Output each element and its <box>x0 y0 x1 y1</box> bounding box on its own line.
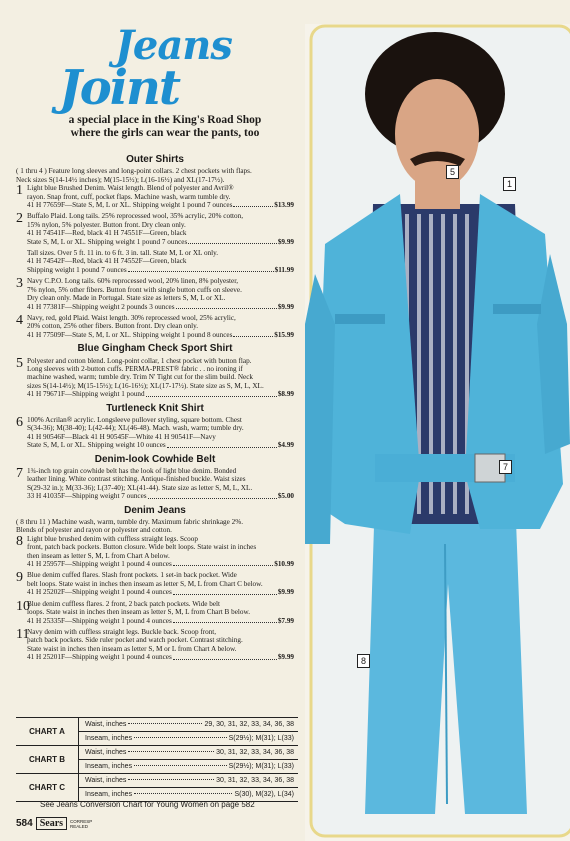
tagline-line: where the girls can wear the pants, too <box>70 127 260 139</box>
conversion-note: See Jeans Conversion Chart for Young Women on page 582 <box>40 800 255 809</box>
product-description-line: sizes S(14-14½); M(15-15½); L(16-16½); XL(17-17½). State size as S, M, L, XL. <box>27 381 264 390</box>
catalog-number-text: 41 H 77509F—State S, M, L or XL. Shipping weight 1 pound 8 ounces <box>27 330 233 339</box>
chart-row-value: 30, 31, 32, 33, 34, 36, 38 <box>216 777 294 784</box>
product-number: 7 <box>16 466 23 481</box>
product-description-line: rayon. Snap front, cuff, pocket flaps. Machine wash, warm tumble dry. <box>27 192 231 201</box>
product-item <box>16 628 294 662</box>
product-description-line: 7% nylon, 5% other fibers. Button front with single button cuffs on sleeve. <box>27 285 242 294</box>
dot-leader <box>173 560 273 566</box>
chart-name: CHART B <box>16 746 79 773</box>
catalog-number-text: 41 H 25957F—Shipping weight 1 pound 4 ounces <box>27 560 172 569</box>
product-number: 11 <box>16 626 30 642</box>
product-description-line: then inseam as letter S, M, L from Chart A below. <box>27 551 170 560</box>
section-heading: Turtleneck Knit Shirt <box>106 402 204 414</box>
product-number: 4 <box>16 312 23 328</box>
price-line <box>27 266 294 274</box>
price: $5.00 <box>277 492 294 501</box>
product-number: 3 <box>16 276 23 292</box>
dot-leader <box>146 390 277 396</box>
price: $7.99 <box>277 616 294 625</box>
product-number: 8 <box>16 533 23 549</box>
tagline-line: a special place in the King's Road Shop <box>68 114 262 126</box>
tagline <box>40 114 290 140</box>
dot-leader <box>176 303 277 309</box>
product-description-line: Blue denim cuffed flares. Slash front pockets. 1 set-in back pocket. Wide <box>27 571 237 580</box>
product-description-line: 15% nylon, 5% polyester. Button front. Dry clean only. <box>27 220 186 229</box>
dot-leader <box>134 765 227 766</box>
dot-leader <box>128 779 214 780</box>
dot-leader <box>128 266 274 272</box>
chart-row-value: S(29½); M(31); L(33) <box>228 735 294 742</box>
jeans-joint-logo <box>55 22 255 116</box>
catalog-number-text: 41 H 77659F—State S, M, L or XL. Shipping weight 1 pound 7 ounces <box>27 201 233 210</box>
price: $11.99 <box>274 265 294 274</box>
dot-leader <box>134 737 227 738</box>
price: $13.99 <box>274 201 294 210</box>
product-description-line: 41 H 74542F—Red, black 41 H 74552F—Green, black <box>27 257 187 266</box>
price: $9.99 <box>277 302 294 311</box>
price-line <box>27 303 294 311</box>
dot-leader <box>148 492 277 498</box>
neck <box>415 179 460 209</box>
product-description-line: Blue denim cuffless flares. 2 front, 2 back patch pockets. Wide belt <box>27 599 221 608</box>
chart-row <box>79 746 298 759</box>
price: $9.99 <box>277 588 294 597</box>
section-intro-line: Blends of polyester and rayon or polyester and cotton. <box>16 526 172 535</box>
product-number: 9 <box>16 570 23 586</box>
product-description-line: 41 H 90546F—Black 41 H 90545F—White 41 H 90541F—Navy <box>27 432 216 441</box>
chart-row <box>79 787 298 801</box>
chart-row-label: Waist, inches <box>85 777 127 784</box>
product-description-line: machine washed, warm; tumble dry. Trim N' Tight cut for the slim build. Neck <box>27 373 254 382</box>
section-heading: Denim Jeans <box>124 504 186 516</box>
product-description-line: 20% cotton, 25% other fibers. Button front. Dry clean only. <box>27 322 198 331</box>
price-line <box>27 560 294 568</box>
price: $4.99 <box>277 441 294 450</box>
product-item <box>16 467 294 501</box>
price-line <box>27 238 294 246</box>
dot-leader <box>134 793 232 794</box>
product-description-line: leather lining. White contrast stitching. Antique-finished buckle. Waist sizes <box>27 475 246 484</box>
price: $9.99 <box>277 653 294 662</box>
section-heading: Blue Gingham Check Sport Shirt <box>77 343 233 355</box>
size-charts <box>16 717 298 802</box>
size-chart <box>16 773 298 802</box>
item-tag-8: 8 <box>357 654 370 668</box>
price-line <box>27 653 294 661</box>
product-description-line: Polyester and cotton blend. Long-point collar, 1 chest pocket with button flap. <box>27 356 252 365</box>
product-description-line: 41 H 74541F—Red, black 41 H 74551F—Green, black <box>27 229 187 238</box>
item-tag-5: 5 <box>446 165 459 179</box>
product-description-line: Light blue brushed denim with cuffless straight legs. Scoop <box>27 534 198 543</box>
product-description-line: loops. State waist in inches then inseam as letter S, M, L from Chart B below. <box>27 608 251 617</box>
price-line <box>27 441 294 449</box>
product-number: 1 <box>16 183 23 199</box>
model-photo <box>305 24 570 841</box>
product-item <box>16 212 294 246</box>
price: $8.99 <box>277 390 294 399</box>
chart-row <box>79 774 298 787</box>
chart-row-value: 29, 30, 31, 32, 33, 34, 36, 38 <box>204 721 294 728</box>
product-description-line: Tall sizes. Over 5 ft. 11 in. to 6 ft. 3 in. tall. State M, L or XL only. <box>27 249 219 258</box>
product-item <box>16 535 294 569</box>
price-line <box>27 390 294 398</box>
price-line <box>27 201 294 209</box>
chart-row <box>79 759 298 773</box>
chart-row-value: S(30), M(32), L(34) <box>234 791 294 798</box>
chart-row <box>79 718 298 731</box>
product-description-line: 1¾-inch top grain cowhide belt has the look of light blue denim. Bonded <box>27 467 237 475</box>
catalog-number-text: 41 H 25202F—Shipping weight 1 pound 4 ounces <box>27 588 172 597</box>
dot-leader <box>233 201 273 207</box>
price-line <box>27 331 294 339</box>
price: $9.99 <box>277 237 294 246</box>
right-pocket-flap <box>493 304 541 314</box>
product-description-line: Navy C.P.O. Long tails. 60% reprocessed wool, 20% linen, 8% polyester, <box>27 277 239 286</box>
section-heading: Outer Shirts <box>126 154 184 165</box>
product-description-line: Navy denim with cuffless straight legs. Buckle back. Scoop front, <box>27 627 217 636</box>
product-description-line: belt loops. State waist in inches then inseam as letter S, M, L from Chart C below. <box>27 579 263 588</box>
dot-leader <box>167 441 277 447</box>
catalog-number-text: 33 H 41035F—Shipping weight 7 ounces <box>27 492 147 501</box>
price-line <box>27 492 294 500</box>
product-item <box>16 571 294 596</box>
page-folio <box>16 817 92 830</box>
product-number: 2 <box>16 211 23 227</box>
catalog-number-text: 41 H 77381F—Shipping weight 2 pounds 3 ounces <box>27 302 175 311</box>
chart-name: CHART A <box>16 718 79 745</box>
chart-row-label: Inseam, inches <box>85 735 133 742</box>
dot-leader <box>173 588 277 594</box>
size-chart <box>16 717 298 745</box>
chart-row-value: S(29½); M(31); L(33) <box>228 763 294 770</box>
chart-name: CHART C <box>16 774 79 801</box>
section-intro-line: ( 8 thru 11 ) Machine wash, warm, tumble dry. Maximum fabric shrinkage 2%. <box>16 518 244 527</box>
product-copy-column <box>16 150 294 665</box>
catalog-number-text: 41 H 79671F—Shipping weight 1 pound <box>27 390 145 399</box>
product-description-line: Long sleeves with 2-button cuffs. PERMA-PREST® fabric . . no ironing if <box>27 364 243 373</box>
product-number: 5 <box>16 355 23 371</box>
product-description-line: Dry clean only. Made in Portugal. State size as letters S, M, L or XL. <box>27 294 226 303</box>
product-description-line: S(34-36); M(38-40); L(42-44); XL(46-48). Mach. wash, warm; tumble dry. <box>27 424 244 433</box>
chart-row <box>79 731 298 745</box>
logo-word-jeans: Jeans <box>115 22 232 69</box>
price-line <box>27 617 294 625</box>
chart-row-label: Inseam, inches <box>85 763 133 770</box>
item-tag-7: 7 <box>499 460 512 474</box>
section-heading: Denim-look Cowhide Belt <box>94 453 216 465</box>
dot-leader <box>188 238 277 244</box>
product-item <box>16 184 294 209</box>
product-number: 10 <box>16 598 30 614</box>
copyright-line: CORRESP <box>70 818 93 824</box>
chart-row-value: 30, 31, 32, 33, 34, 36, 38 <box>216 749 294 756</box>
section-intro-line: Neck sizes S(14-14½ inches); M(15-15½); L(16-16½) and XL(17-17½). <box>16 175 225 184</box>
product-item <box>16 357 294 399</box>
item-tag-1: 1 <box>503 177 516 191</box>
price: $15.99 <box>274 330 294 339</box>
product-description-line: State waist in inches then inseam as letter S, M or L from Chart A below. <box>27 644 237 653</box>
dot-leader <box>173 653 277 659</box>
dot-leader <box>128 751 214 752</box>
product-description-line: S(29-32 in.); M(33-36); L(37-40); XL(41-44). State size as letter S, M, L, XL. <box>27 483 253 492</box>
product-description-line: Navy, red, gold Plaid. Waist length. 30% reprocessed wool, 25% acrylic, <box>27 313 236 322</box>
left-pocket-flap <box>335 314 385 324</box>
price-line <box>27 588 294 596</box>
product-item <box>16 416 294 450</box>
product-description-line: 100% Acrilan® acrylic. Longsleeve pullover styling, square bottom. Chest <box>27 415 242 424</box>
dot-leader <box>173 617 277 623</box>
catalog-number-text: 41 H 25201F—Shipping weight 1 pound 4 ounces <box>27 653 172 662</box>
chart-row-label: Inseam, inches <box>85 791 133 798</box>
catalog-number-text: 41 H 25335F—Shipping weight 1 pound 4 ounces <box>27 616 172 625</box>
size-chart <box>16 745 298 773</box>
product-description-line: Buffalo Plaid. Long tails. 25% reprocessed wool, 35% acrylic, 20% cotton, <box>27 212 244 221</box>
product-number: 6 <box>16 414 23 430</box>
price: $10.99 <box>274 560 294 569</box>
product-item <box>16 249 294 274</box>
chart-row-label: Waist, inches <box>85 721 127 728</box>
sears-logo: Sears <box>36 817 67 830</box>
copyright-line: REALED <box>70 823 89 829</box>
catalog-number-text: State S, M, L or XL. Shipping weight 1 pound 7 ounces <box>27 237 188 246</box>
copyright-mark <box>70 819 92 829</box>
catalog-number-text: Shipping weight 1 pound 7 ounces <box>27 265 127 274</box>
product-item <box>16 314 294 339</box>
logo-word-joint: Joint <box>59 60 180 116</box>
chart-row-label: Waist, inches <box>85 749 127 756</box>
product-item <box>16 600 294 625</box>
jacket-left-sleeve <box>305 274 335 544</box>
page-number: 584 <box>16 818 33 829</box>
catalog-number-text: State S, M, L or XL. Shipping weight 10 ounces <box>27 441 166 450</box>
section-intro-line: ( 1 thru 4 ) Feature long sleeves and long-point collars. 2 chest pockets with flaps. <box>16 167 252 176</box>
product-item <box>16 277 294 311</box>
product-description-line: Light blue Brushed Denim. Waist length. Blend of polyester and Avril® <box>27 184 234 193</box>
product-description-line: patch back pockets. Side ruler pocket and watch pocket. Contrast stitching. <box>27 636 243 645</box>
dot-leader <box>128 723 202 724</box>
face <box>395 79 479 189</box>
dot-leader <box>233 331 273 337</box>
product-description-line: front, patch back pockets. Button closure. Wide belt loops. State waist in inches <box>27 543 257 552</box>
